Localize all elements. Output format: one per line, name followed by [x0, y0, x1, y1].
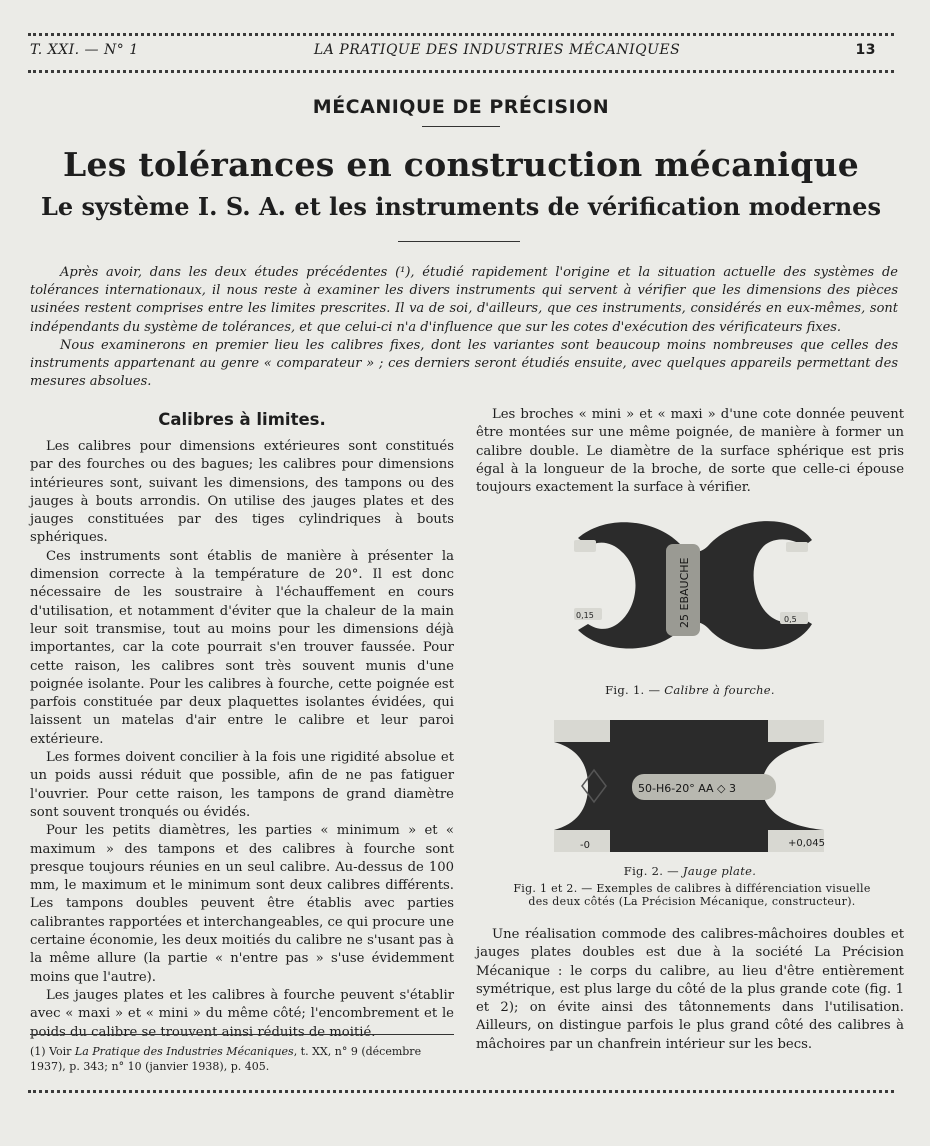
fork-gauge-figure [566, 506, 822, 672]
fork-jaw-tip [574, 540, 596, 552]
left-column [30, 438, 454, 1042]
section-heading: MÉCANIQUE DE PRÉCISION [312, 96, 610, 118]
section-underline [422, 126, 500, 127]
body-paragraph: Les formes doivent concilier à la fois une rigidité absolue et un poids aussi réduit que possible, afin de ne pas fatiguer l'ouvrier. Pour cette raison, les tampons de grand diamètre sont souvent tronqués ou évidés. [30, 750, 454, 820]
body-paragraph: Pour les petits diamètres, les parties « minimum » et « maximum » des tampons et des calibres à fourche sont presque toujours réunies en un seul calibre. Au-dessus de 100 mm, le maximum et le minimum sont deux calibres différents. Les tampons doubles peuvent être établis avec parties calibrantes rapportées et interchangeables, ce qui procure une certaine économie, les deux moitiés du calibre ne s'usant pas à la même allure (la partie « n'entre pas » s'use évidemment moins que l'autre). [30, 823, 454, 985]
footnote-prefix: (1) Voir [30, 1045, 75, 1058]
calibres-heading: Calibres à limites. [158, 410, 326, 429]
article-subtitle: Le système I. S. A. et les instruments de vérification modernes [41, 192, 881, 221]
footnote-journal: La Pratique des Industries Mécaniques [74, 1045, 294, 1058]
introduction [30, 264, 898, 391]
figure-1-caption [540, 683, 840, 697]
flat-gauge-tip [554, 720, 610, 742]
title-underline [398, 241, 520, 242]
figure-2-caption [540, 864, 840, 878]
fork-gauge-stamp: 25 EBAUCHE [678, 557, 691, 628]
intro-paragraph: Nous examinerons en premier lieu les calibres fixes, dont les variantes sont beaucoup moins nombreuses que celles des instruments appartenant au genre « comparateur » ; ces derniers seront étudiés ensuite, avec quelques appareils permettant des mesures absolues. [30, 337, 898, 390]
footnote [30, 1044, 454, 1074]
body-paragraph: Les jauges plates et les calibres à fourche peuvent s'établir avec « maxi » et « mini » du même côté; l'encombrement et le poids du calibre se trouvent ainsi réduits de moitié. [30, 987, 454, 1040]
journal-name: LA PRATIQUE DES INDUSTRIES MÉCANIQUES [313, 42, 681, 58]
body-paragraph: Les broches « mini » et « maxi » d'une cote donnée peuvent être montées sur une même poignée, de manière à former un calibre double. Le diamètre de la surface sphérique est pris égal à la longueur de la broche, de sorte que celle-ci épouse toujours exactement la surface à vérifier. [476, 407, 904, 496]
footnote-reference: , t. XX, n° 9 (décembre 1937), p. 343; n° 10 (janvier 1938), p. 405. [30, 1045, 422, 1073]
flat-gauge-left-mark: -0 [580, 840, 590, 851]
top-dotted-rule [28, 33, 894, 36]
body-paragraph: Les calibres pour dimensions extérieures sont constitués par des fourches ou des bagues; les calibres pour dimensions intérieures sont, suivant les dimensions, des tampons ou des jauges à bouts arrondis. On utilise des jauges plates et des jauges constituées par des tiges cylindriques à bouts sphériques. [30, 439, 454, 546]
joint-caption [482, 882, 902, 908]
volume-issue: T. XXI. — N° 1 [30, 42, 139, 58]
flat-gauge-stamp: 50-H6-20° AA ◇ 3 [638, 782, 737, 795]
joint-caption-line: des deux côtés (La Précision Mécanique, constructeur). [528, 895, 856, 908]
intro-paragraph: Après avoir, dans les deux études précédentes (¹), étudié rapidement l'origine et la situation actuelle des systèmes de tolérances internationaux, il nous reste à examiner les divers instruments qui servent à vérifier que les dimensions des pièces usinées restent comprises entre les limites prescrites. Il va de soi, d'ailleurs, que ces instruments, considérés en eux-mêmes, sont indépendants du système de tolérances, et que celui-ci n'a d'influence que sur les cotes d'exécution des vérificateurs fixes. [30, 265, 898, 335]
body-paragraph: Ces instruments sont établis de manière à présenter la dimension correcte à la température de 20°. Il est donc nécessaire de les soustraire à l'échauffement en cours d'utilisation, et notamment d'éviter que la chaleur de la main leur soit transmise, tout au moins pour les dimensions déjà importantes, car la cote pourrait s'en trouver faussée. Pour cette raison, les calibres sont très souvent munis d'une poignée isolante. Pour les calibres à fourche, cette poignée est parfois constituée par deux plaquettes isolantes évidées, qui laissent un matelas d'air entre le calibre et leur paroi extérieure. [30, 548, 454, 747]
article-title: Les tolérances en construction mécanique [62, 145, 860, 184]
header-dotted-rule [28, 70, 894, 73]
footnote-rule [30, 1034, 454, 1035]
fork-right-mark: 0,5 [784, 615, 797, 624]
flat-gauge-tip [768, 720, 824, 742]
page-number: 13 [855, 42, 876, 58]
flat-gauge-figure [552, 718, 826, 854]
figure-1-title: Calibre à fourche. [664, 683, 775, 697]
body-paragraph: Une réalisation commode des calibres-mâchoires doubles et jauges plates doubles est due à la société La Précision Mécanique : le corps du calibre, au lieu d'être entièrement symétrique, est plus large du côté de la plus grande cote (fig. 1 et 2); on évite ainsi des tâtonnements dans l'utilisation. Ailleurs, on distingue parfois le plus grand côté des calibres à mâchoires par un chanfrein intérieur sur les becs. [476, 927, 904, 1052]
right-column-bottom [476, 926, 904, 1054]
figure-2-number: Fig. 2. — [623, 864, 683, 878]
running-head [30, 42, 876, 58]
flat-gauge-right-mark: +0,045 [788, 838, 826, 849]
bottom-dotted-rule [28, 1090, 894, 1093]
figure-2-title: Jauge plate. [682, 864, 757, 878]
fork-left-mark: 0,15 [576, 611, 594, 620]
joint-caption-line: Fig. 1 et 2. — Exemples de calibres à différenciation visuelle [513, 882, 871, 895]
right-column-top [476, 406, 904, 497]
figure-1-number: Fig. 1. — [605, 683, 665, 697]
fork-jaw-tip [786, 542, 808, 552]
